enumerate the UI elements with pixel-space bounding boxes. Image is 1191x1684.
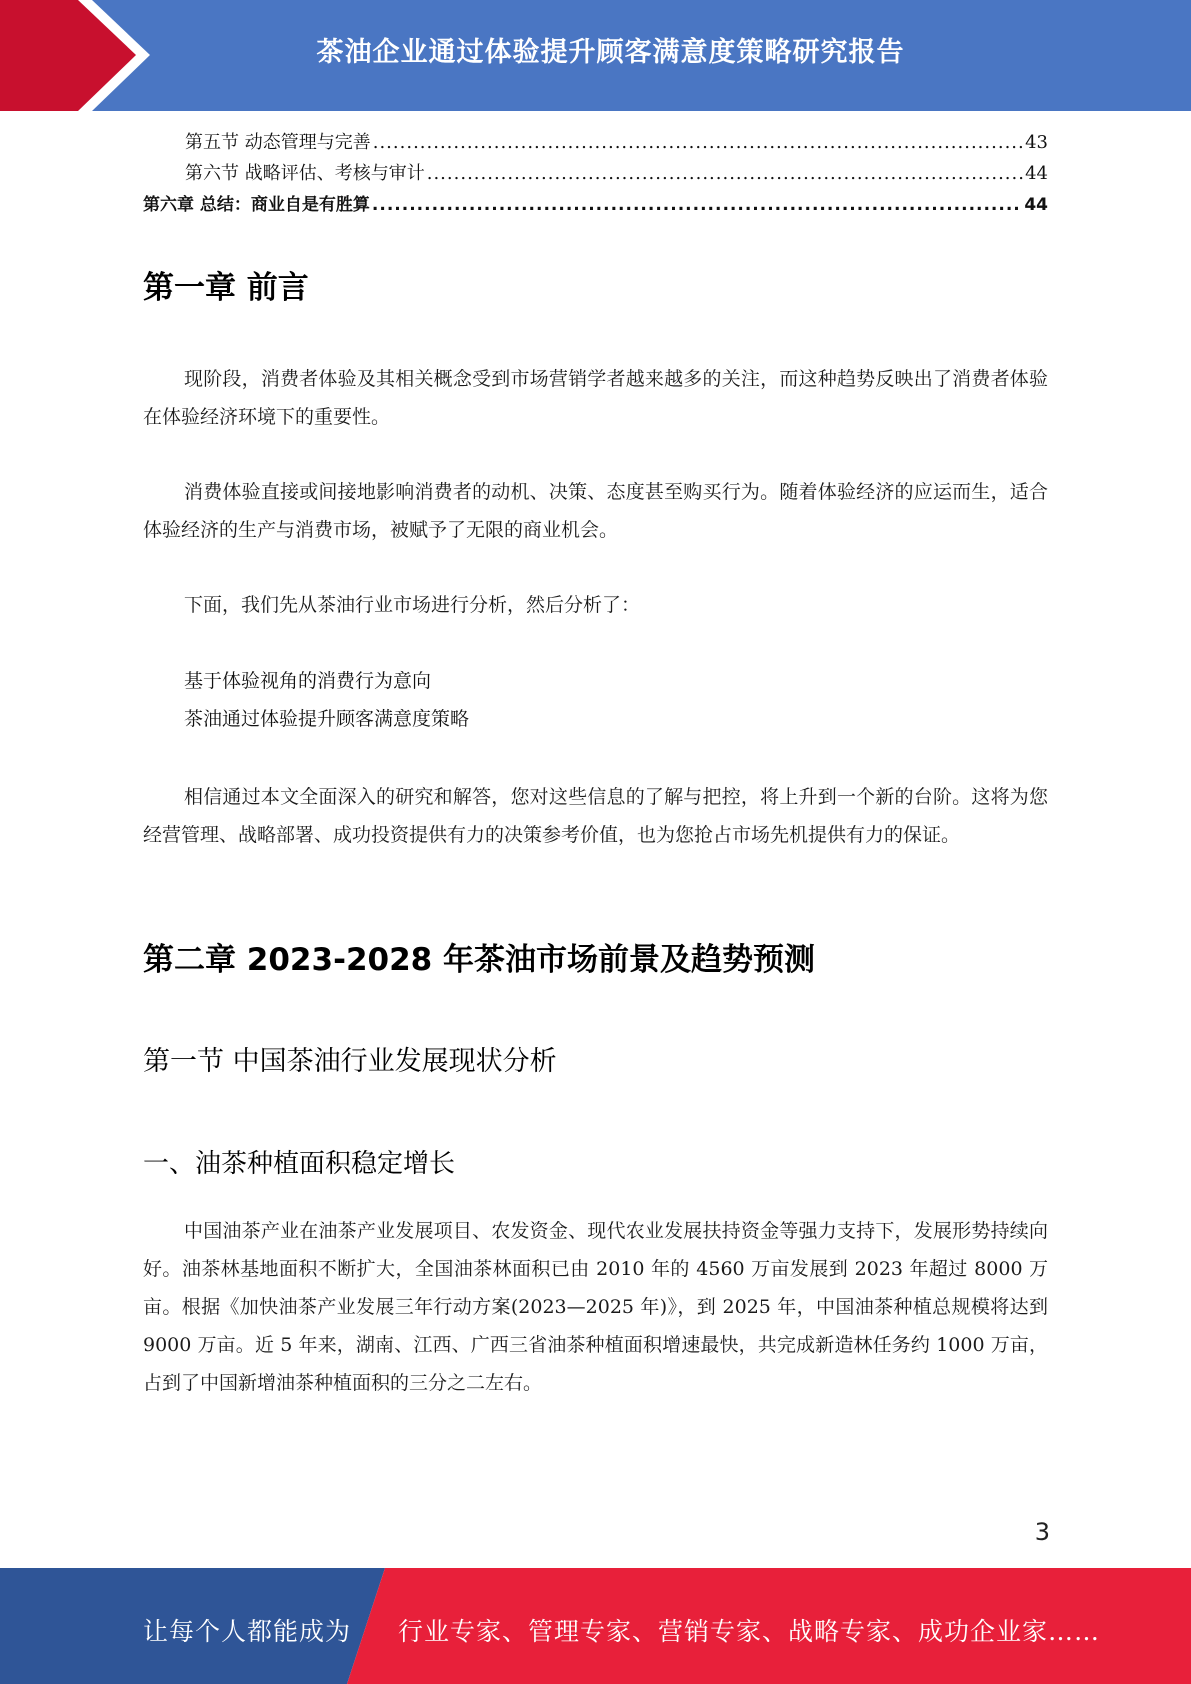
page-header [0,0,1191,111]
chapter-2-heading: 第二章 2023-2028 年茶油市场前景及趋势预测 [143,942,816,978]
toc-entry-chapter[interactable] [143,190,1048,221]
subsection-heading: 一、油茶种植面积稳定增长 [143,1149,456,1179]
toc-entry-label: 第六章 总结：商业自是有胜算 [143,195,370,215]
chapter-1-heading: 第一章 前言 [143,270,309,306]
section-heading: 第一节 中国茶油行业发展现状分析 [143,1046,557,1077]
report-title: 茶油企业通过体验提升顾客满意度策略研究报告 [316,37,905,68]
toc-entry[interactable] [143,159,1048,190]
toc-leader-dots [373,132,1023,153]
toc-entry-page: 44 [1025,163,1048,184]
toc-leader-dots [427,163,1023,184]
footer-slogan-right: 行业专家、管理专家、营销专家、战略专家、成功企业家…… [398,1617,1101,1646]
topic-list [143,662,1048,738]
list-item: 茶油通过体验提升顾客满意度策略 [184,708,470,730]
table-of-contents [143,128,1048,221]
paragraph: 消费体验直接或间接地影响消费者的动机、决策、态度甚至购买行为。随着体验经济的应运而生，适合体验经济的生产与消费市场，被赋予了无限的商业机会。 [143,481,1048,541]
toc-entry-label: 第六节 战略评估、考核与审计 [185,163,425,184]
paragraph: 下面，我们先从茶油行业市场进行分析，然后分析了： [184,594,641,616]
page-footer [0,1568,1191,1684]
paragraph: 现阶段，消费者体验及其相关概念受到市场营销学者越来越多的关注，而这种趋势反映出了消费者体验在体验经济环境下的重要性。 [143,368,1048,428]
toc-entry[interactable] [143,128,1048,159]
toc-entry-label: 第五节 动态管理与完善 [185,132,371,153]
list-item: 基于体验视角的消费行为意向 [184,670,432,692]
paragraph: 相信通过本文全面深入的研究和解答，您对这些信息的了解与把控，将上升到一个新的台阶。这将为您经营管理、战略部署、成功投资提供有力的决策参考价值，也为您抢占市场先机提供有力的保证。 [143,786,1048,846]
toc-leader-dots [372,195,1022,215]
toc-entry-page: 43 [1025,132,1048,153]
footer-slogan-left: 让每个人都能成为 [143,1617,352,1646]
toc-entry-page: 44 [1024,195,1048,215]
page-number: 3 [1034,1518,1050,1546]
paragraph: 中国油茶产业在油茶产业发展项目、农发资金、现代农业发展扶持资金等强力支持下，发展形势持续向好。油茶林基地面积不断扩大，全国油茶林面积已由 2010 年的 4560 万亩发展到 2023 年超过 8000 万亩。根据《加快油茶产业发展三年行动方案(2023—2025 年)》，到 2025 年，中国油茶种植总规模将达到 9000 万亩。近 5 年来，湖南、江西、广西三省油茶种植面积增速最快，共完成新造林任务约 1000 万亩，占到了中国新增油茶种植面积的三分之二左右。 [143,1220,1048,1394]
